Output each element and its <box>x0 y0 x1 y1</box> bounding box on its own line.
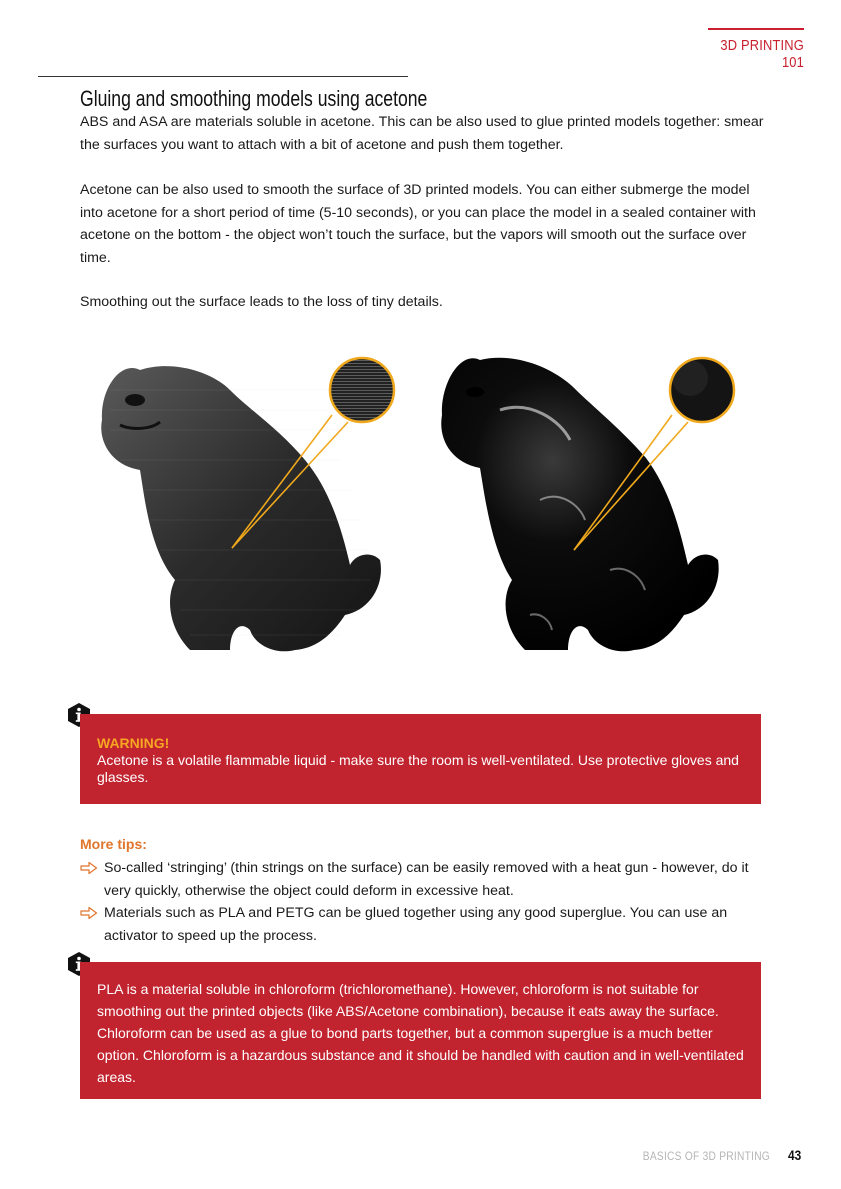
warning-text: Acetone is a volatile flammable liquid - make sure the room is well-ventilated. Use protective gloves and glasses. <box>97 752 739 785</box>
tip-item <box>80 857 760 902</box>
arrow-right-outline-icon <box>80 861 98 875</box>
warning-callout <box>80 714 761 804</box>
paragraph-smoothing: Acetone can be also used to smooth the surface of 3D printed models. You can either submerge the model into acetone for a short period of time (5-10 seconds), or you can place the model in a sealed container with acetone on the bottom - the object won’t touch the surface, but the vapors will smooth out the surface over time. <box>80 182 756 266</box>
warning-title: WARNING! <box>97 735 170 751</box>
paragraph-detail-loss: Smoothing out the surface leads to the loss of tiny details. <box>80 294 443 310</box>
tips-title: More tips: <box>80 836 147 852</box>
tip-text: Materials such as PLA and PETG can be glued together using any good superglue. You can use an activator to speed up the process. <box>104 905 728 944</box>
section-divider <box>38 76 408 77</box>
paragraph-glue: ABS and ASA are materials soluble in acetone. This can be also used to glue printed models together: smear the surfaces you want to attach with a bit of acetone and push them together. <box>80 114 764 153</box>
header-rule <box>708 28 804 30</box>
header-title: 3D PRINTING 101 <box>720 37 804 71</box>
chloroform-info-callout <box>80 962 761 1099</box>
tip-text: So-called ‘stringing’ (thin strings on the surface) can be easily removed with a heat gun - however, do it very quickly, otherwise the object could deform in excessive heat. <box>104 860 749 899</box>
arrow-right-outline-icon <box>80 906 98 920</box>
info-text: PLA is a material soluble in chloroform (trichloromethane). However, chloroform is not suitable for smoothing out the printed objects (like ABS/Acetone combination), because it eats away the surface. Chloroform can be used as a glue to bond parts together, but a common superglue is a much better option. Chloroform is a hazardous substance and it should be handled with caution and in well-ventilated areas. <box>97 981 744 1085</box>
pug-comparison-photo <box>80 330 770 675</box>
page-number: 43 <box>788 1147 802 1163</box>
section-title: Gluing and smoothing models using acetone <box>80 86 428 111</box>
tip-item <box>80 902 760 947</box>
footer-label: BASICS OF 3D PRINTING <box>642 1149 770 1163</box>
